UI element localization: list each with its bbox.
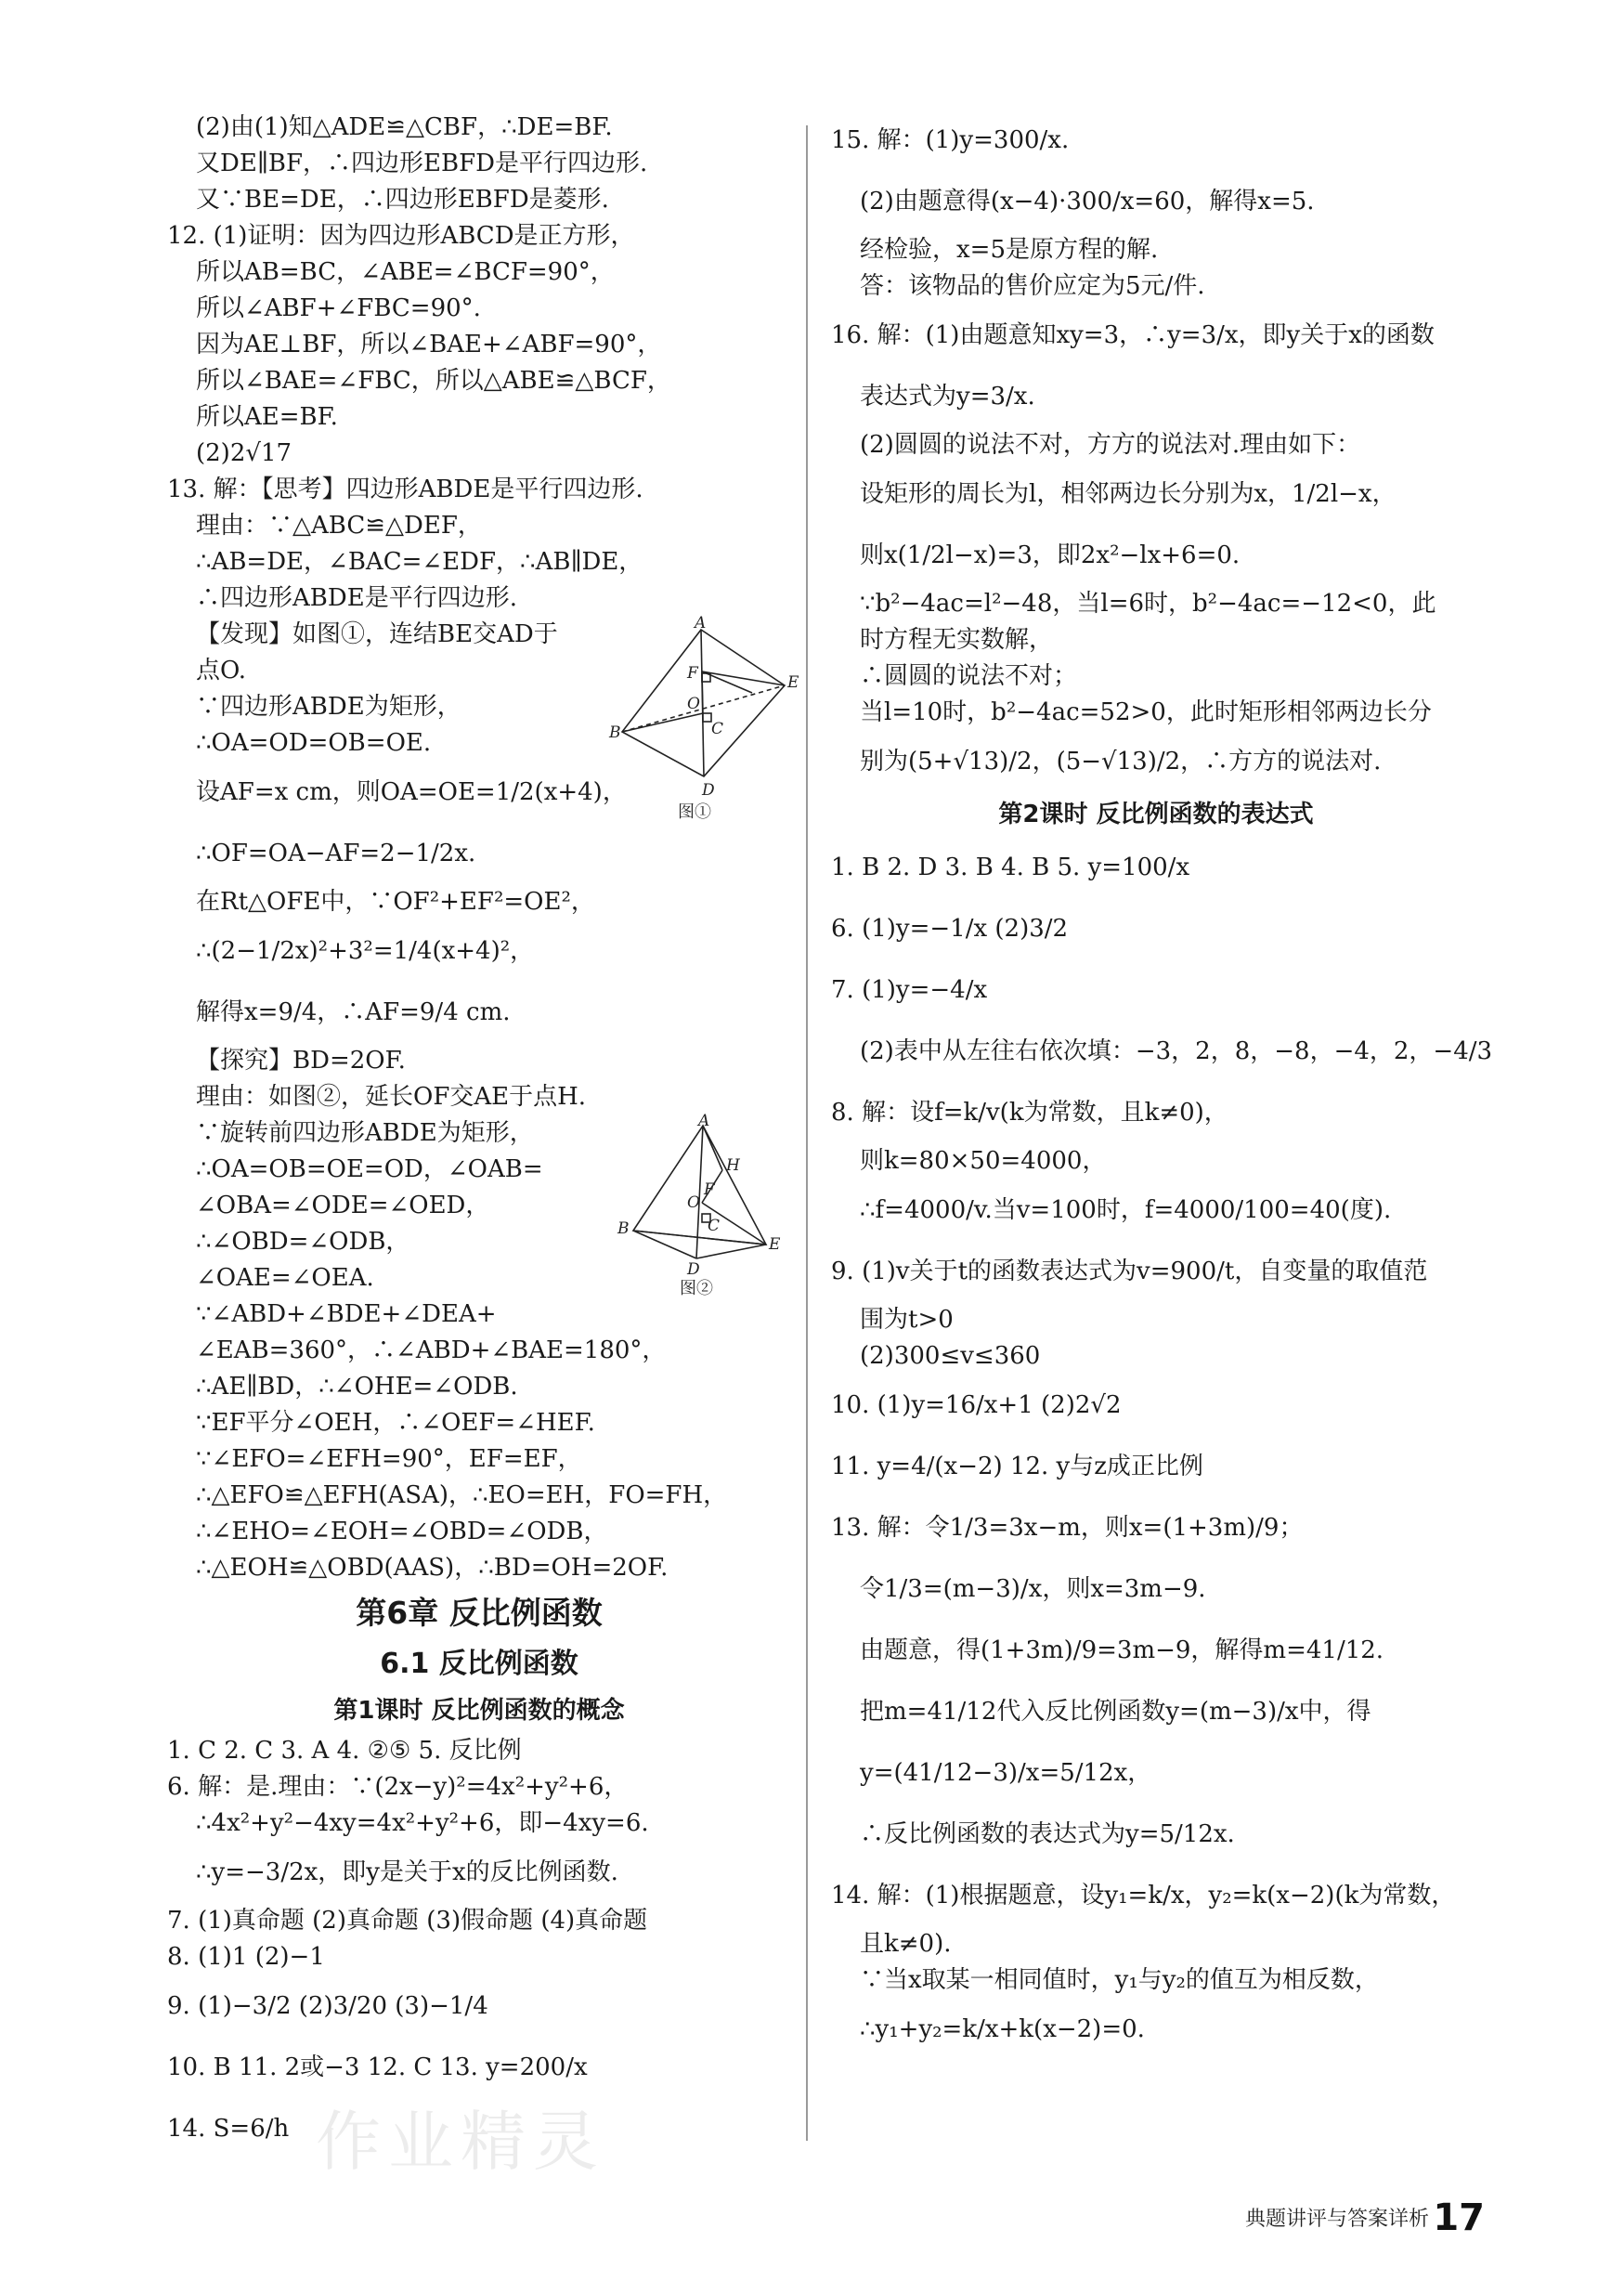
answer-line: 理由：∵△ABC≌△DEF， (196, 512, 482, 540)
fig2-label-b: B (617, 1219, 630, 1238)
answer-line: 10. (1)y=16/x+1 (2)2√2 (831, 1391, 1122, 1419)
fig1-label-f: F (687, 664, 698, 683)
answer-line: ∴△EOH≌△OBD(AAS)，∴BD=OH=2OF. (196, 1554, 669, 1582)
answer-line: ∴y₁+y₂=k/x+k(x−2)=0. (860, 2015, 1145, 2043)
watermark: 作业精灵 (316, 2104, 605, 2180)
answer-line: 又DE∥BF，∴四边形EBFD是平行四边形. (196, 150, 648, 177)
answer-line: 则k=80×50=4000， (860, 1147, 1107, 1175)
answer-line: y=(41/12−3)/x=5/12x， (860, 1759, 1152, 1787)
answer-line: ∵旋转前四边形ABDE为矩形， (196, 1119, 534, 1147)
answer-line: 在Rt△OFE中，∵OF²+EF²=OE²， (196, 888, 595, 916)
answer-line: ∵四边形ABDE为矩形， (196, 693, 461, 721)
answer-line: (2)2√17 (196, 439, 292, 467)
answer-line: 解得x=9/4，∴AF=9/4 cm. (196, 998, 511, 1026)
figure-2 (613, 1114, 799, 1300)
answer-line: 【发现】如图①，连结BE交AD于 (196, 620, 558, 648)
answer-line: ∠EAB=360°，∴∠ABD+∠BAE=180°， (196, 1336, 667, 1364)
fig1-label-d: D (702, 781, 715, 800)
answer-line: (2)300≤v≤360 (860, 1342, 1041, 1370)
fig1-caption: 图① (678, 802, 711, 822)
answer-line: 且k≠0). (860, 1930, 952, 1958)
answer-line: 所以AB=BC，∠ABE=∠BCF=90°， (196, 258, 615, 286)
answer-line: 点O. (196, 657, 247, 684)
answer-line: ∴AE∥BD，∴∠OHE=∠ODB. (196, 1373, 518, 1401)
answer-line: ∴(2−1/2x)²+3²=1/4(x+4)²， (196, 937, 535, 965)
answer-line: 当l=10时，b²−4ac=52>0，此时矩形相邻两边长分 (860, 698, 1432, 726)
answer-line: 7. (1)y=−4/x (831, 976, 988, 1004)
right-answers-part1 (831, 110, 1481, 792)
left-answers-part1 (167, 110, 791, 1586)
answer-line: 经检验，x=5是原方程的解. (860, 236, 1159, 264)
answer-line: ∴△EFO≌△EFH(ASA)，∴EO=EH，FO=FH， (196, 1481, 728, 1509)
answer-line: (2)圆圆的说法不对，方方的说法对.理由如下： (860, 431, 1361, 459)
answer-line: ∴反比例函数的表达式为y=5/12x. (860, 1820, 1235, 1848)
fig1-label-o: O (687, 695, 700, 713)
answer-line: 6. (1)y=−1/x (2)3/2 (831, 915, 1069, 943)
answer-line: 7. (1)真命题 (2)真命题 (3)假命题 (4)真命题 (167, 1907, 648, 1935)
answer-line: 因为AE⊥BF，所以∠BAE+∠ABF=90°， (196, 331, 662, 358)
lesson2-title: 第2课时 反比例函数的表达式 (998, 801, 1314, 828)
column-divider (806, 125, 808, 2141)
lesson1-title: 第1课时 反比例函数的概念 (333, 1697, 625, 1725)
answer-line: 所以∠BAE=∠FBC，所以△ABE≌△BCF， (196, 367, 671, 395)
answer-line: 14. 解：(1)根据题意，设y₁=k/x，y₂=k(x−2)(k为常数， (831, 1882, 1456, 1910)
answer-line: ∵EF平分∠OEH，∴∠OEF=∠HEF. (196, 1409, 595, 1437)
page-number: 17 (1433, 2196, 1485, 2239)
answer-line: 则x(1/2l−x)=3，即2x²−lx+6=0. (860, 541, 1241, 569)
answer-line: 设矩形的周长为l，相邻两边长分别为x，1/2l−x， (860, 480, 1397, 508)
answer-line: 9. (1)−3/2 (2)3/20 (3)−1/4 (167, 1992, 488, 2020)
answer-line: ∵∠EFO=∠EFH=90°，EF=EF， (196, 1445, 582, 1473)
answer-line: ∵b²−4ac=l²−48，当l=6时，b²−4ac=−12<0，此 (860, 590, 1436, 618)
fig2-label-h: H (726, 1156, 740, 1175)
fig2-label-d: D (687, 1260, 700, 1279)
answer-line: 所以∠ABF+∠FBC=90°. (196, 294, 481, 322)
answer-line: 16. 解：(1)由题意知xy=3，∴y=3/x，即y关于x的函数 (831, 321, 1435, 349)
answer-line: 10. B 11. 2或−3 12. C 13. y=200/x (167, 2053, 588, 2081)
answer-line: ∴y=−3/2x，即y是关于x的反比例函数. (196, 1858, 618, 1886)
answer-line: ∠OAE=∠OEA. (196, 1264, 374, 1292)
answer-line: ∴f=4000/v.当v=100时，f=4000/100=40(度). (860, 1196, 1392, 1224)
answer-line: 13. 解：【思考】四边形ABDE是平行四边形. (167, 476, 643, 503)
answer-line: (2)表中从左往右依次填：−3，2，8，−8，−4，2，−4/3 (860, 1037, 1493, 1065)
answer-line: 理由：如图②，延长OF交AE于点H. (196, 1083, 587, 1111)
fig2-label-e: E (769, 1235, 781, 1254)
answer-line: (2)由题意得(x−4)·300/x=60，解得x=5. (860, 188, 1315, 215)
answer-line: 所以AE=BF. (196, 403, 338, 431)
answer-line: 1. C 2. C 3. A 4. ②⑤ 5. 反比例 (167, 1737, 522, 1765)
answer-line: ∴OA=OB=OE=OD，∠OAB= (196, 1155, 543, 1183)
answer-line: 14. S=6/h (167, 2115, 290, 2143)
answer-line: 答：该物品的售价应定为5元/件. (860, 272, 1205, 300)
answer-line: 令1/3=(m−3)/x，则x=3m−9. (860, 1575, 1206, 1603)
fig2-label-o: O (687, 1193, 700, 1212)
fig2-caption: 图② (680, 1279, 713, 1298)
answer-line: 时方程无实数解， (860, 626, 1054, 654)
answer-line: 8. (1)1 (2)−1 (167, 1943, 325, 1971)
right-answers-part2 (831, 837, 1493, 2060)
chapter-title: 第6章 反比例函数 (356, 1595, 603, 1631)
answer-line: 11. y=4/(x−2) 12. y与z成正比例 (831, 1453, 1203, 1480)
answer-line: ∴四边形ABDE是平行四边形. (196, 584, 517, 612)
footer-text: 典题讲评与答案详析 (1244, 2208, 1429, 2231)
answer-line: ∵∠ABD+∠BDE+∠DEA+ (196, 1300, 497, 1328)
answer-line: ∴AB=DE，∠BAC=∠EDF，∴AB∥DE， (196, 548, 643, 576)
answer-line: ∴∠OBD=∠ODB， (196, 1228, 410, 1256)
section-title: 6.1 反比例函数 (380, 1648, 578, 1680)
answer-line: ∴∠EHO=∠EOH=∠OBD=∠ODB， (196, 1518, 608, 1545)
answer-line: 由题意，得(1+3m)/9=3m−9，解得m=41/12. (860, 1636, 1384, 1664)
figure-1 (609, 614, 799, 825)
answer-line: 别为(5+√13)/2，(5−√13)/2，∴方方的说法对. (860, 748, 1382, 776)
answer-line: 8. 解：设f=k/v(k为常数，且k≠0)， (831, 1099, 1228, 1127)
answer-line: ∴OA=OD=OB=OE. (196, 729, 432, 757)
answer-line: 6. 解：是.理由：∵(2x−y)²=4x²+y²+6， (167, 1773, 629, 1801)
answer-line: 【探究】BD=2OF. (196, 1047, 406, 1075)
answer-line: ∴圆圆的说法不对； (860, 662, 1078, 690)
answer-line: ∴OF=OA−AF=2−1/2x. (196, 840, 476, 867)
answer-line: 13. 解：令1/3=3x−m，则x=(1+3m)/9； (831, 1514, 1304, 1542)
fig2-label-a: A (698, 1112, 710, 1130)
answer-line: ∵当x取某一相同值时，y₁与y₂的值互为相反数， (860, 1966, 1379, 1994)
answer-line: 设AF=x cm，则OA=OE=1/2(x+4)， (196, 778, 627, 806)
answer-line: ∴4x²+y²−4xy=4x²+y²+6，即−4xy=6. (196, 1809, 649, 1837)
fig1-label-e: E (787, 673, 799, 692)
answer-line: 1. B 2. D 3. B 4. B 5. y=100/x (831, 854, 1190, 881)
answer-line: 围为t>0 (860, 1306, 954, 1334)
fig1-label-b: B (609, 723, 621, 742)
answer-line: 15. 解：(1)y=300/x. (831, 126, 1070, 154)
answer-line: 表达式为y=3/x. (860, 383, 1035, 411)
answer-line: 把m=41/12代入反比例函数y=(m−3)/x中，得 (860, 1698, 1371, 1726)
fig1-label-a: A (695, 614, 707, 632)
answer-line: 又∵BE=DE，∴四边形EBFD是菱形. (196, 186, 609, 214)
fig1-label-c: C (711, 720, 724, 738)
fig2-label-f: F (704, 1180, 715, 1199)
answer-line: (2)由(1)知△ADE≌△CBF，∴DE=BF. (196, 113, 613, 141)
answer-line: ∠OBA=∠ODE=∠OED， (196, 1192, 490, 1219)
answer-line: 12. (1)证明：因为四边形ABCD是正方形， (167, 222, 635, 250)
right-column (831, 110, 1493, 2060)
fig2-label-c: C (708, 1217, 721, 1235)
answer-line: 9. (1)v关于t的函数表达式为v=900/t，自变量的取值范 (831, 1258, 1428, 1285)
